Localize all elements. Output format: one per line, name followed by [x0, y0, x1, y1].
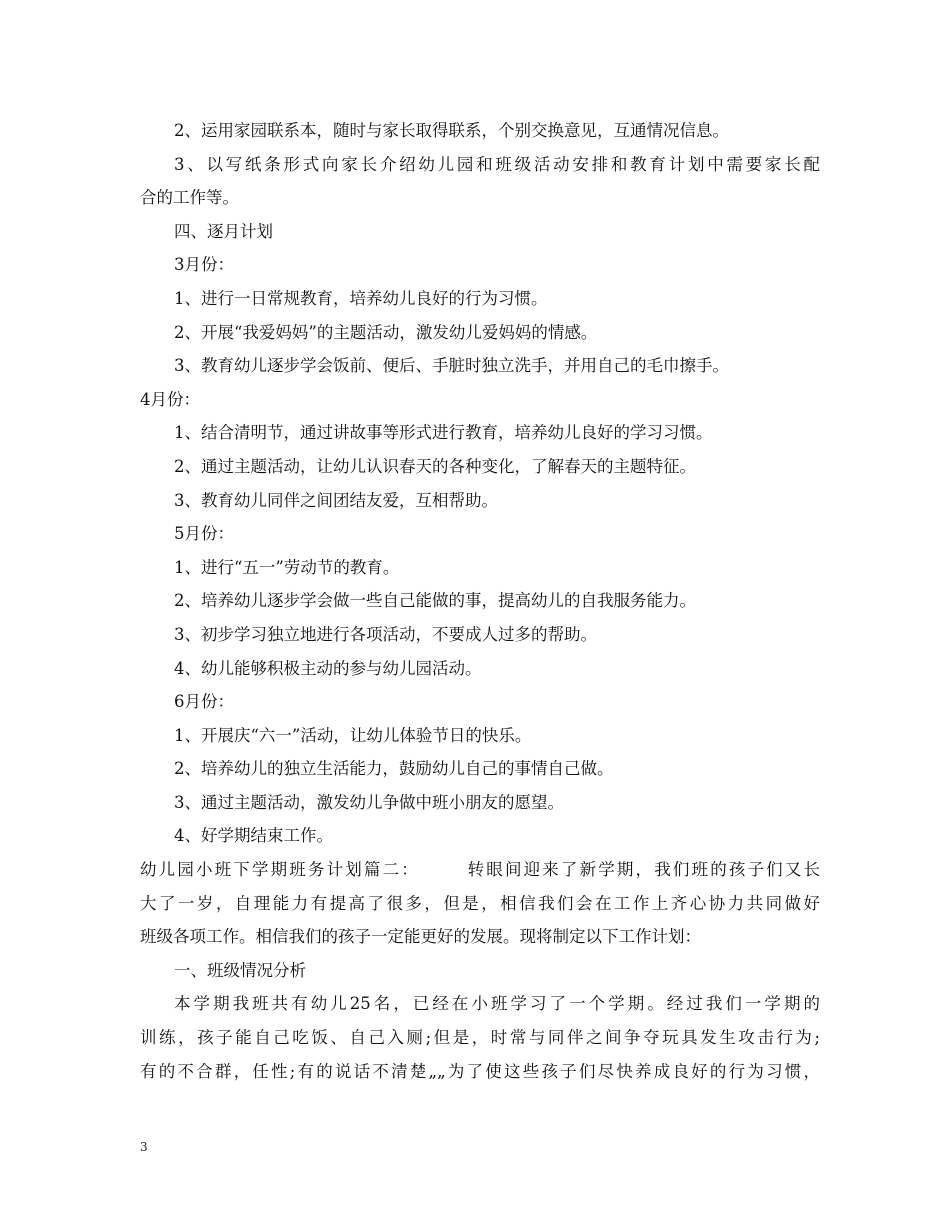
text-line: 1、进行一日常规教育，培养幼儿良好的行为习惯。 [174, 288, 548, 308]
text-line: 一、班级情况分析 [174, 960, 306, 980]
text-line: 6月份： [174, 692, 234, 712]
text-line: 3月份： [174, 255, 234, 275]
text-line: 本学期我班共有幼儿25名，已经在小班学习了一个学期。经过我们一学期的 [174, 994, 820, 1014]
text-line: 1、结合清明节，通过讲故事等形式进行教育，培养幼儿良好的学习习惯。 [174, 423, 713, 443]
page-number: 3 [140, 1140, 148, 1154]
text-line: 3、初步学习独立地进行各项活动，不要成人过多的帮助。 [174, 624, 597, 644]
text-line: 5月份： [174, 524, 234, 544]
text-line: 2、通过主题活动，让幼儿认识春天的各种变化，了解春天的主题特征。 [174, 456, 696, 476]
text-line: 2、培养幼儿逐步学会做一些自己能做的事，提高幼儿的自我服务能力。 [174, 591, 696, 611]
text-line: 3、以写纸条形式向家长介绍幼儿园和班级活动安排和教育计划中需要家长配 [174, 154, 820, 174]
text-line: 训练，孩子能自己吃饭、自己入厕;但是，时常与同伴之间争夺玩具发生攻击行为; [140, 1028, 820, 1048]
text-line: 幼儿园小班下学期班务计划篇二： 转眼间迎来了新学期，我们班的孩子们又长 [140, 860, 820, 880]
text-line: 1、进行“五一”劳动节的教育。 [174, 557, 400, 577]
text-line: 4、幼儿能够积极主动的参与幼儿园活动。 [174, 658, 482, 678]
text-line: 3、教育幼儿同伴之间团结友爱，互相帮助。 [174, 490, 498, 510]
text-line: 班级各项工作。相信我们的孩子一定能更好的发展。现将制定以下工作计划： [140, 927, 701, 947]
text-line: 2、运用家园联系本，随时与家长取得联系，个别交换意见，互通情况信息。 [174, 121, 729, 140]
text-line: 1、开展庆“六一”活动，让幼儿体验节日的快乐。 [174, 725, 532, 745]
text-line: 3、通过主题活动，激发幼儿争做中班小朋友的愿望。 [174, 792, 564, 812]
text-line: 2、培养幼儿的独立生活能力，鼓励幼儿自己的事情自己做。 [174, 759, 614, 779]
text-line: 四、逐月计划 [174, 221, 273, 241]
text-line: 合的工作等。 [140, 188, 239, 208]
text-line: 3、教育幼儿逐步学会饭前、便后、手脏时独立洗手，并用自己的毛巾擦手。 [174, 356, 729, 376]
text-line: 2、开展“我爱妈妈”的主题活动，激发幼儿爱妈妈的情感。 [174, 322, 598, 342]
text-line: 大了一岁，自理能力有提高了很多，但是，相信我们会在工作上齐心协力共同做好 [140, 893, 820, 913]
text-line: 4月份： [140, 389, 200, 409]
text-line: 有的不合群，任性;有的说话不清楚„„为了使这些孩子们尽快养成良好的行为习惯， [140, 1061, 820, 1081]
text-line: 4、好学期结束工作。 [174, 826, 333, 846]
document-body [140, 114, 820, 1088]
